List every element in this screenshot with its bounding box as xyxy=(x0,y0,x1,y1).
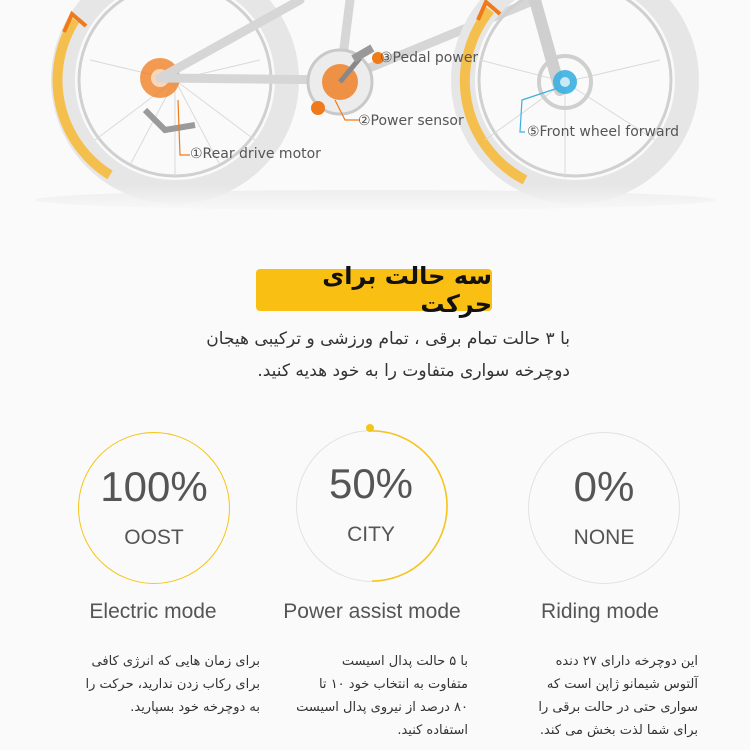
riding-mode-desc-line: آلتوس شیمانو ژاپن است که xyxy=(546,677,698,692)
label-rear-motor: ①Rear drive motor xyxy=(190,146,321,162)
assist-mode-name: CITY xyxy=(347,523,395,546)
riding-mode-desc xyxy=(508,650,698,742)
intro-line-2: دوچرخه سواری متفاوت را به خود هدیه کنید. xyxy=(257,361,570,381)
electric-mode-percent: 100% xyxy=(100,463,208,510)
label-pedal-power: ③Pedal power xyxy=(380,50,479,66)
riding-mode-label: Riding mode xyxy=(541,600,659,623)
riding-mode-desc-line: برای شما لذت بخش می کند. xyxy=(539,723,698,738)
label-power-sensor: ②Power sensor xyxy=(358,113,464,129)
label-front-wheel: ⑤Front wheel forward xyxy=(527,124,679,140)
electric-mode-desc-line: برای رکاب زدن ندارید، حرکت را xyxy=(85,677,260,692)
electric-mode-circle xyxy=(78,432,230,584)
front-wheel xyxy=(463,0,687,192)
bike-illustration xyxy=(0,0,750,215)
assist-mode-desc-line: با ۵ حالت پدال اسیست xyxy=(341,654,468,669)
section-title: سه حالت برای حرکت xyxy=(256,269,492,311)
riding-mode-desc-line: این دوچرخه دارای ۲۷ دنده xyxy=(555,654,698,669)
assist-mode-desc-line: متفاوت به انتخاب خود ۱۰ تا xyxy=(318,677,468,692)
electric-mode-label: Electric mode xyxy=(89,600,217,623)
assist-mode-indicator-dot xyxy=(366,424,374,432)
intro-line-1: با ۳ حالت تمام برقی ، تمام ورزشی و ترکیبی هیجان xyxy=(206,329,570,349)
assist-mode-percent: 50% xyxy=(328,460,414,507)
riding-mode-percent: 0% xyxy=(573,463,635,510)
electric-mode-name: OOST xyxy=(124,526,184,549)
assist-mode-label: Power assist mode xyxy=(283,600,461,623)
assist-mode-desc-line: ۸۰ درصد از نیروی پدال اسیست xyxy=(296,700,468,715)
electric-mode-desc-line: برای زمان هایی که انرژی کافی xyxy=(91,654,260,669)
assist-mode-desc-line: استفاده کنید. xyxy=(397,723,468,738)
electric-mode-desc xyxy=(80,650,260,719)
assist-mode-desc xyxy=(276,650,468,742)
chainring xyxy=(308,45,384,115)
riding-mode-circle xyxy=(528,432,680,584)
riding-mode-name: NONE xyxy=(573,526,635,549)
riding-mode-desc-line: سواری حتی در حالت برقی را xyxy=(538,700,698,715)
electric-mode-desc-line: به دوچرخه خود بسپارید. xyxy=(130,700,260,715)
